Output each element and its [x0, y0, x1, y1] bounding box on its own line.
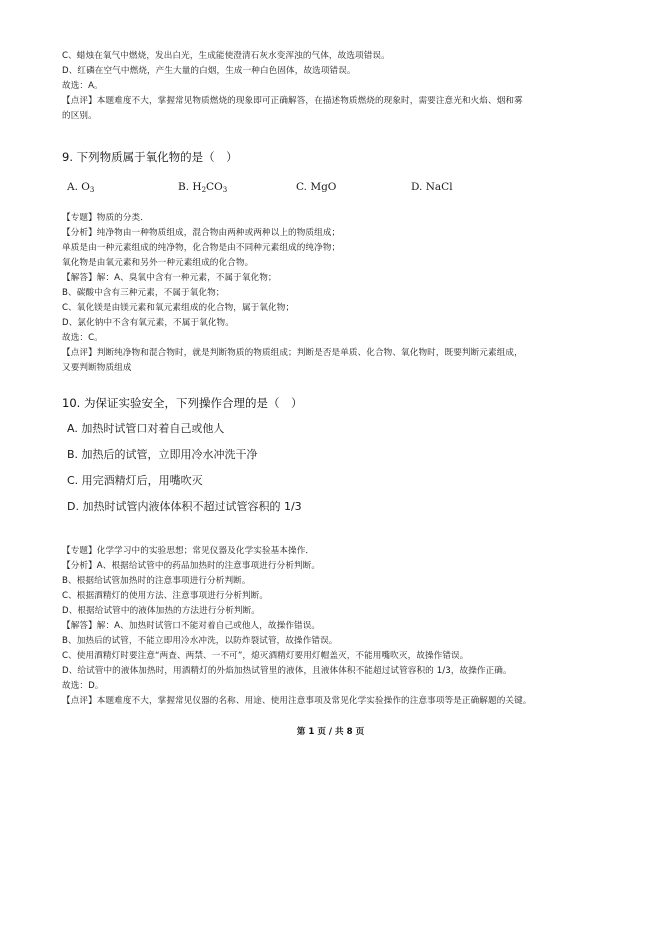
top-comment-2: 的区别。: [62, 111, 97, 121]
q10-title: 10. 为保证实验安全，下列操作合理的是（ ）: [62, 396, 303, 410]
q10-line: D、根据给试管中的液体加热的方法进行分析判断。: [62, 606, 260, 616]
q9-line: 又要判断物质组成: [62, 363, 132, 373]
q9-line: C、氧化镁是由镁元素和氧元素组成的化合物，属于氧化物；: [62, 303, 295, 313]
q10-line: B、根据给试管加热时的注意事项进行分析判断。: [62, 576, 251, 586]
q9-line: B、碳酸中含有三种元素，不属于氧化物；: [62, 288, 225, 298]
q10-choice-a: A. 加热时试管口对着自己或他人: [67, 422, 225, 435]
q9-option-a: [67, 180, 94, 197]
q9-line: 故选：C。: [62, 333, 103, 343]
q9-option-b-co: CO: [206, 181, 223, 193]
q9-line: D、氯化钠中不含有氧元素，不属于氧化物。: [62, 318, 234, 328]
q10-line: 故选：D。: [62, 681, 104, 691]
q10-line: 【解答】解：A、加热时试管口不能对着自己或他人，故操作错误。: [62, 621, 321, 631]
q10-choice-c: C. 用完酒精灯后，用嘴吹灭: [67, 474, 203, 487]
q9-line: 【分析】纯净物由一种物质组成，混合物由两种或两种以上的物质组成；: [62, 228, 341, 238]
q9-option-b: [178, 180, 227, 197]
q9-line: 单质是由一种元素组成的纯净物，化合物是由不同种元素组成的纯净物；: [62, 243, 341, 253]
q9-line: 【点评】判断纯净物和混合物时，就是判断物质的物质组成；判断是否是单质、化合物、氧化物时，既要判断元素组成，: [62, 348, 523, 358]
page-footer: 第 1 页 / 共 8 页: [296, 727, 365, 737]
q10-choice-d: D. 加热时试管内液体体积不超过试管容积的 1/3: [67, 500, 302, 513]
q10-choice-b: B. 加热后的试管，立即用冷水冲洗干净: [67, 448, 258, 461]
top-comment-1: 【点评】本题难度不大，掌握常见物质燃烧的现象即可正确解答，在描述物质燃烧的现象时，需要注意光和火焰、烟和雾: [62, 96, 523, 106]
q9-line: 氧化物是由氧元素和另外一种元素组成的化合物。: [62, 258, 254, 268]
q9-line: 【解答】解：A、臭氧中含有一种元素，不属于氧化物；: [62, 273, 277, 283]
q10-line: 【点评】本题难度不大，掌握常见仪器的名称、用途、使用注意事项及常见化学实验操作的注意事项等是正确解题的关键。: [62, 696, 532, 706]
q9-option-b-h: H: [192, 181, 202, 193]
q9-line: 【专题】物质的分类．: [62, 213, 149, 223]
q9-option-d: D. NaCl: [411, 181, 453, 193]
q10-line: 【专题】化学学习中的实验思想；常见仪器及化学实验基本操作．: [62, 546, 315, 556]
q10-line: 【分析】A、根据给试管中的药品加热时的注意事项进行分析判断。: [62, 561, 321, 571]
q10-line: D、给试管中的液体加热时，用酒精灯的外焰加热试管里的液体，且液体体积不能超过试管容积的 1/3，故操作正确。: [62, 666, 512, 676]
top-line-c: C、蜡烛在氧气中燃烧，发出白光，生成能使澄清石灰水变浑浊的气体，故选项错误。: [62, 51, 390, 61]
q9-option-a-label: A.: [67, 181, 78, 193]
q9-option-b-sub2: 3: [222, 186, 228, 194]
q9-option-c: C. MgO: [296, 181, 337, 193]
top-line-d: D、红磷在空气中燃烧，产生大量的白烟，生成一种白色固体，故选项错误。: [62, 66, 356, 76]
q9-option-b-label: B.: [178, 181, 190, 193]
q9-option-b-sub1: 2: [201, 186, 207, 194]
q9-option-a-formula: O: [81, 181, 90, 193]
q9-option-a-sub: 3: [89, 186, 95, 194]
q10-line: B、加热后的试管，不能立即用冷水冲洗，以防炸裂试管，故操作错误。: [62, 636, 338, 646]
top-answer: 故选：A。: [62, 81, 103, 91]
q9-title: 9. 下列物质属于氧化物的是（ ）: [62, 150, 238, 164]
q10-line: C、根据酒精灯的使用方法、注意事项进行分析判断。: [62, 591, 269, 601]
q10-line: C、使用酒精灯时要注意“两查、两禁、一不可”，熄灭酒精灯要用灯帽盖灭，不能用嘴吹灭，故操作错误。: [62, 651, 469, 661]
